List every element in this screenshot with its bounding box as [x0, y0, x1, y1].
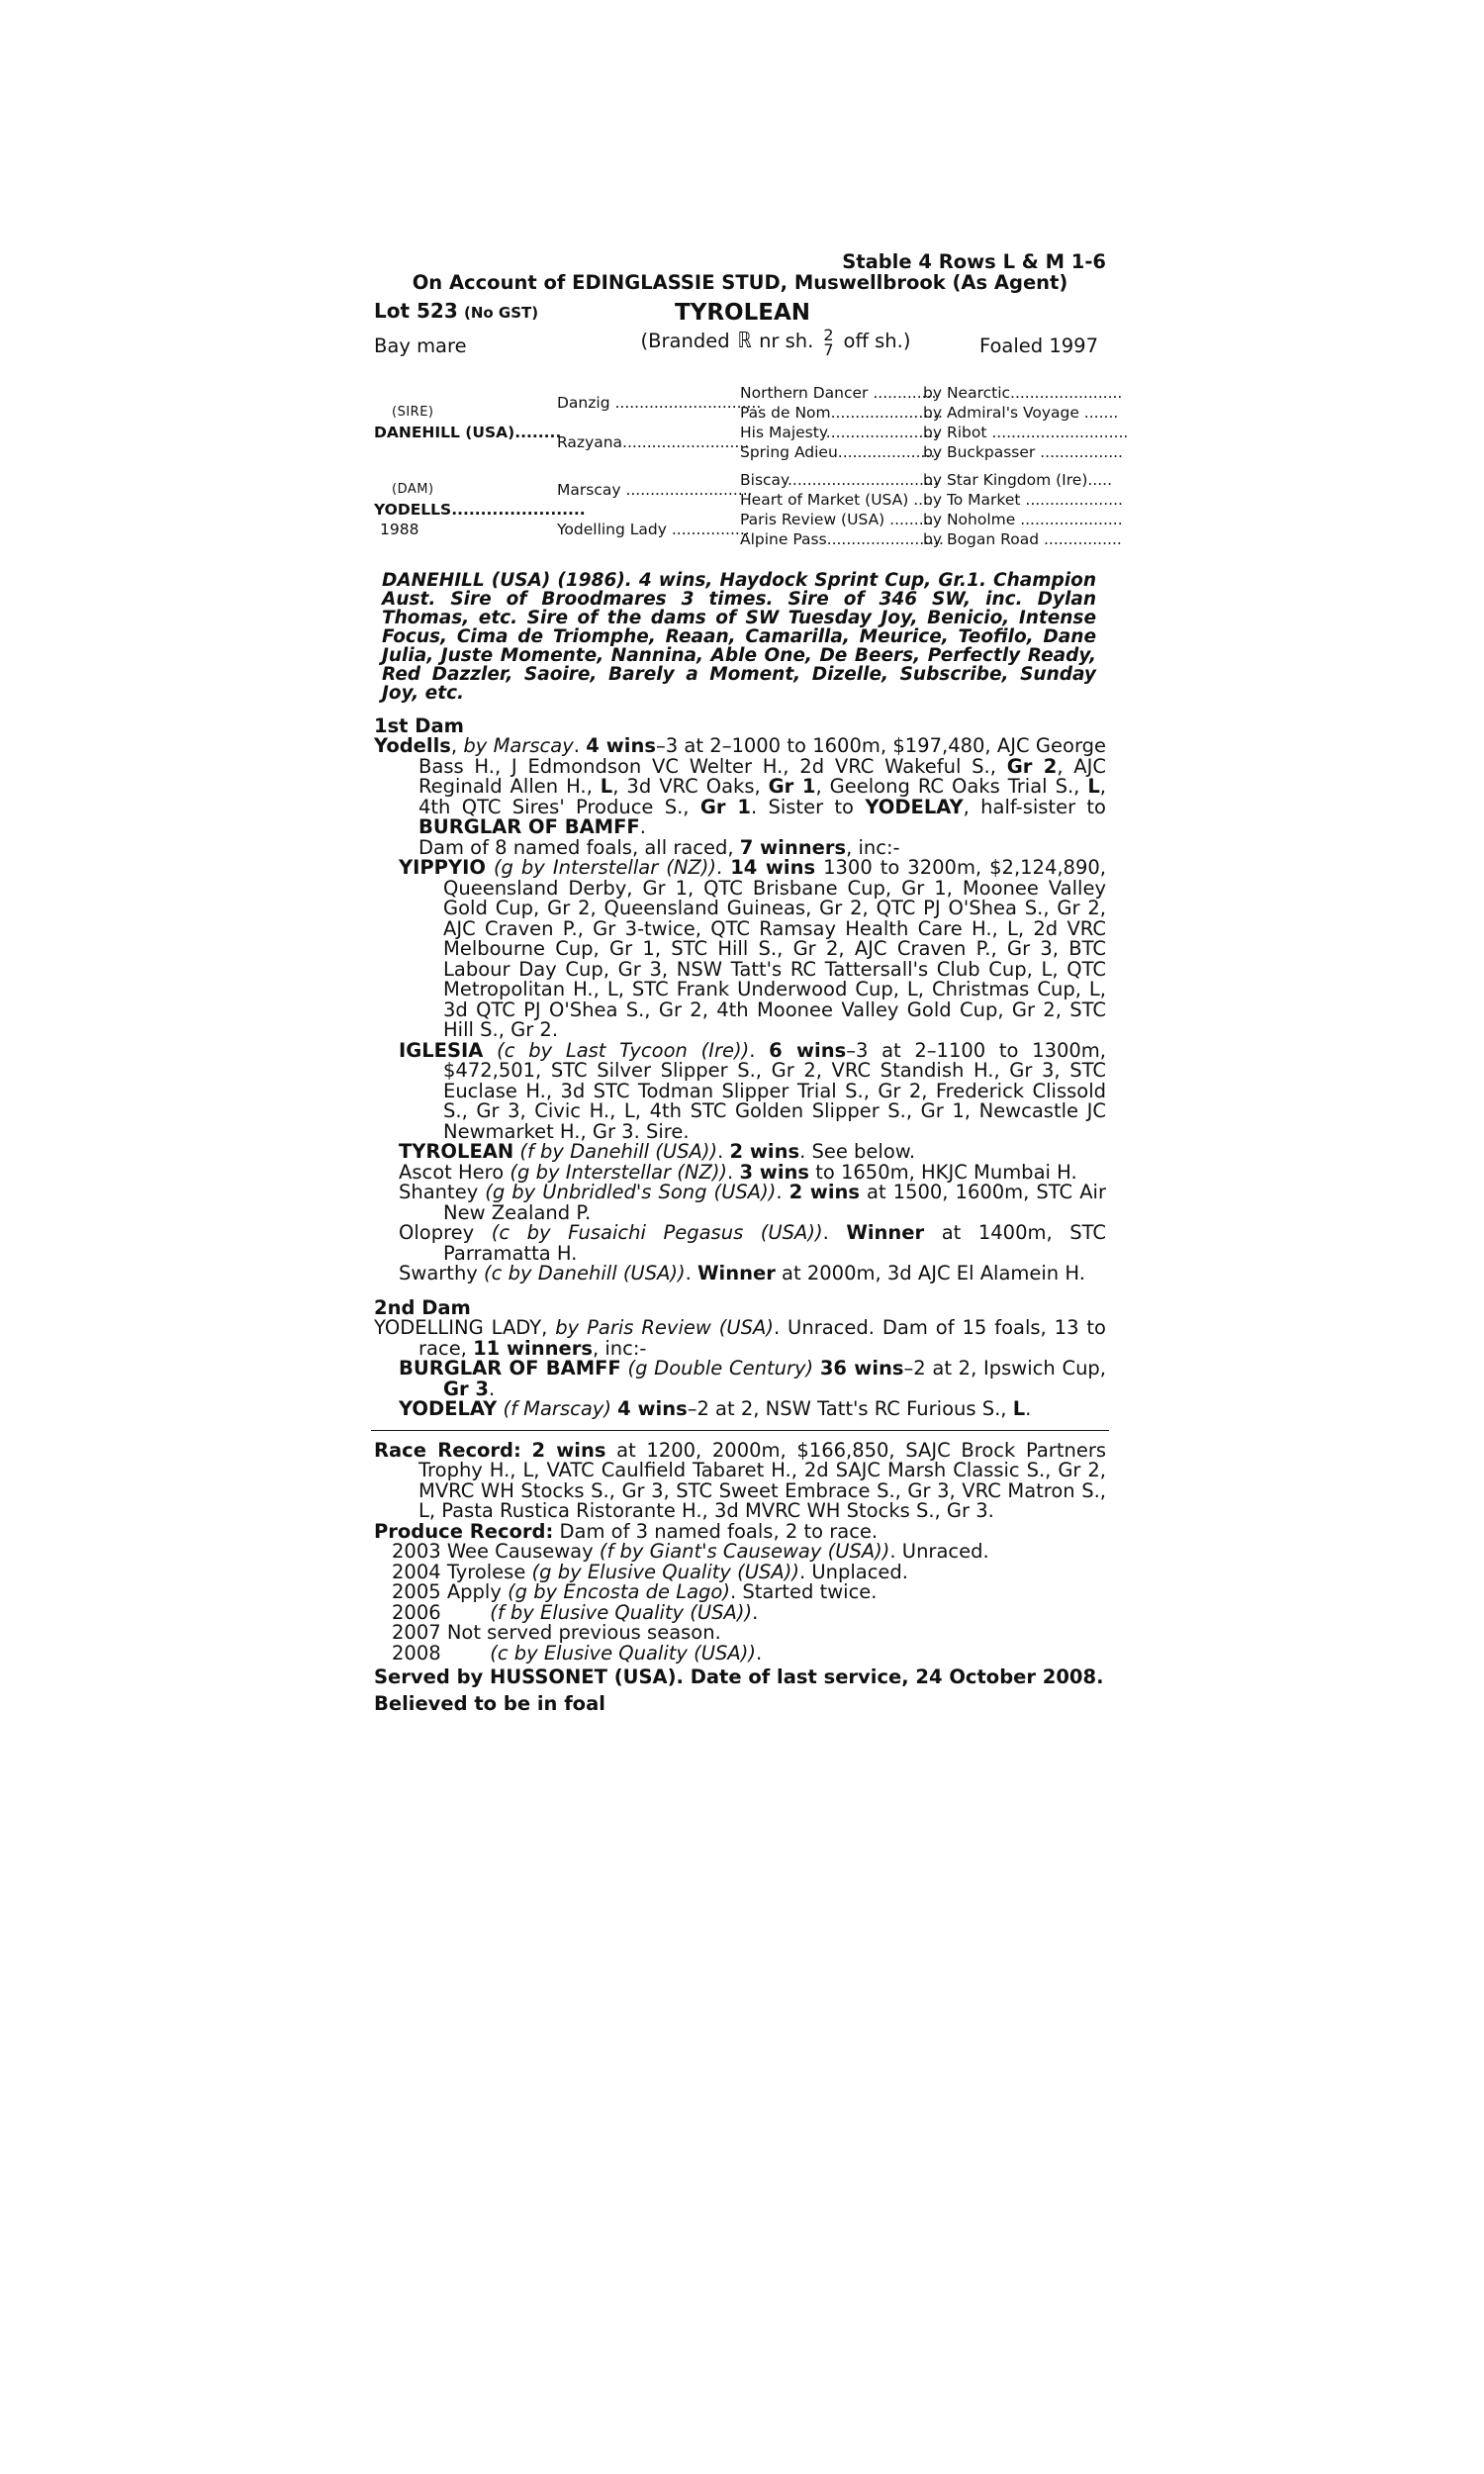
produce-row: 2004 Tyrolese (g by Elusive Quality (USA)). Unplaced.: [392, 1560, 909, 1583]
produce-row: 2005 Apply (g by Encosta de Lago). Started twice.: [392, 1580, 878, 1603]
foal-ascot-hero: Ascot Hero (g by Interstellar (NZ)). 3 wins to 1650m, HKJC Mumbai H.: [399, 1160, 1077, 1184]
grandsire-2: Marscay ..........................: [557, 480, 753, 499]
section-divider: [371, 1430, 1109, 1431]
produce-record: Produce Record: Dam of 3 named foals, 2 to race.: [374, 1519, 879, 1543]
second-dam-paragraph: YODELLING LADY, by Paris Review (USA). Unraced. Dam of 15 foals, 13 to race, 11 winners, inc:-: [374, 1316, 1106, 1360]
foal-status: Believed to be in foal: [374, 1691, 605, 1715]
sire-cell: (SIRE) DANEHILL (USA)........: [374, 404, 562, 441]
produce-row: 2008 (c by Elusive Quality (USA)).: [392, 1641, 763, 1665]
foaled-year: Foaled 1997: [978, 334, 1098, 357]
first-dam-paragraph: Yodells, by Marscay. 4 wins–3 at 2–1000 to 1600m, $197,480, AJC George Bass H., J Edmondson VC Welter H., 2d VRC Wakeful S., Gr 2, AJC Reginald Allen H., L, 3d VRC Oaks, Gr 1, Geelong RC Oaks Trial S., L, 4th QTC Sires' Produce S., Gr 1. Sister to YODELAY, half-sister to BURGLAR OF BAMFF.: [374, 734, 1107, 838]
granddam-1: Razyana..........................: [557, 432, 750, 451]
first-dam-heading: 1st Dam: [374, 714, 464, 737]
grandsire-1: Danzig ..............................: [557, 393, 762, 412]
dam-of-line: Dam of 8 named foals, all raced, 7 winners, inc:-: [418, 835, 900, 859]
lot-number: Lot 523: [374, 299, 458, 323]
foal-swarthy: Swarthy (c by Danehill (USA)). Winner at 2000m, 3d AJC El Alamein H.: [399, 1262, 1085, 1285]
catalogue-page: [374, 250, 1129, 1715]
foal-burglar-of-bamff: BURGLAR OF BAMFF (g Double Century) 36 wins–2 at 2, Ipswich Cup, Gr 3.: [399, 1357, 1106, 1400]
produce-row: 2007 Not served previous season.: [392, 1621, 721, 1644]
second-dam-heading: 2nd Dam: [374, 1295, 471, 1319]
foal-shantey: Shantey (g by Unbridled's Song (USA)). 2 wins at 1500, 1600m, STC Air New Zealand P.: [399, 1181, 1106, 1224]
horse-name: TYROLEAN: [675, 300, 811, 326]
lot-line: [374, 301, 1106, 324]
foal-yippyio: YIPPYIO (g by Interstellar (NZ)). 14 wins 1300 to 3200m, $2,124,890, Queensland Derby, Gr 1, QTC Brisbane Cup, Gr 1, Moonee Valley Gold Cup, Gr 2, Queensland Guineas, Gr 2, QTC PJ O'Shea S., Gr 2, AJC Craven P., Gr 3-twice, QTC Ramsay Health Care H., L, 2d VRC Melbourne Cup, Gr 1, STC Hill S., Gr 2, AJC Craven P., Gr 3, BTC Labour Day Cup, Gr 3, NSW Tatt's RC Tattersall's Club Cup, L, QTC Metropolitan H., L, STC Frank Underwood Cup, L, Christmas Cup, L, 3d QTC PJ O'Shea S., Gr 2, 4th Moonee Valley Gold Cup, Gr 2, STC Hill S., Gr 2.: [399, 856, 1106, 1041]
brand-description: (Branded ℝ nr sh. 2 7 off sh.): [640, 325, 911, 359]
sire-name: DANEHILL (USA)........: [374, 423, 562, 441]
granddam-2: Yodelling Lady ................: [557, 520, 750, 538]
produce-row: 2003 Wee Causeway (f by Giant's Causeway (USA)). Unraced.: [392, 1540, 989, 1563]
foal-iglesia: IGLESIA (c by Last Tycoon (Ire)). 6 wins–3 at 2–1100 to 1300m, $472,501, STC Silver Slipper S., Gr 2, VRC Standish H., Gr 3, STC Euclase H., 3d STC Todman Slipper Trial S., Gr 2, Frederick Clissold S., Gr 3, Civic H., L, 4th STC Golden Slipper S., Gr 1, Newcastle JC Newmarket H., Gr 3. Sire.: [399, 1038, 1107, 1143]
pedigree-table: (SIRE) DANEHILL (USA)........ Danzig .............................. Northern Dancer ............. by Nearctic....................... Pas de Nom....................... by Admiral's Voyage ....... Razyana.......................... His Majesty....................... by Ribot ............................ Spring Adieu..................... by Buckpasser ................. (DAM) YODELLS....................... 1988 Marscay .......................... Biscay............................... by Star Kingdom (Ire)..... Heart of Market (USA) .... by To Market .................... Yodelling Lady ................ Paris Review (USA) ......... by Noholme ..................... Alpine Pass........................ by Bogan Road ................: [374, 383, 1129, 548]
foal-oloprey: Oloprey (c by Fusaichi Pegasus (USA)). Winner at 1400m, STC Parramatta H.: [399, 1221, 1106, 1265]
gst-note: (No GST): [463, 304, 539, 322]
sire-description: DANEHILL (USA) (1986). 4 wins, Haydock Sprint Cup, Gr.1. Champion Aust. Sire of Broodmares 3 times. Sire of 346 SW, inc. Dylan Thomas, etc. Sire of the dams of SW Tuesday Joy, Benicio, Intense Focus, Cima de Triomphe, Reaan, Camarilla, Meurice, Teofilo, Dane Julia, Juste Momente, Nannina, Able One, De Beers, Perfectly Ready, Red Dazzler, Saoire, Barely a Moment, Dizelle, Subscribe, Sunday Joy, etc.: [382, 569, 1096, 704]
stable-location: Stable 4 Rows L & M 1-6: [842, 250, 1106, 273]
dam-name: YODELLS.......................: [374, 500, 586, 519]
sex-colour: Bay mare: [374, 334, 467, 357]
vendor-line: On Account of EDINGLASSIE STUD, Muswellbrook (As Agent): [412, 270, 1068, 294]
brand-mark: ℝ: [737, 329, 752, 354]
dam-cell: (DAM) YODELLS....................... 1988: [374, 481, 586, 538]
foal-yodelay: YODELAY (f Marscay) 4 wins–2 at 2, NSW Tatt's RC Furious S., L.: [399, 1397, 1032, 1420]
race-record: Race Record: 2 wins at 1200, 2000m, $166,850, SAJC Brock Partners Trophy H., L, VATC Caulfield Tabaret H., 2d SAJC Marsh Classic S., Gr 2, MVRC WH Stocks S., Gr 3, STC Sweet Embrace S., Gr 3, VRC Matron S., L, Pasta Rustica Ristorante H., 3d MVRC WH Stocks S., Gr 3.: [374, 1438, 1106, 1522]
sex-brand-line: [374, 325, 1106, 359]
foal-tyrolean: TYROLEAN (f by Danehill (USA)). 2 wins. See below.: [399, 1140, 916, 1163]
service-note: Served by HUSSONET (USA). Date of last service, 24 October 2008.: [374, 1665, 1104, 1688]
brand-fraction: 2 7: [823, 325, 834, 359]
produce-row: 2006 (f by Elusive Quality (USA)).: [392, 1600, 759, 1624]
